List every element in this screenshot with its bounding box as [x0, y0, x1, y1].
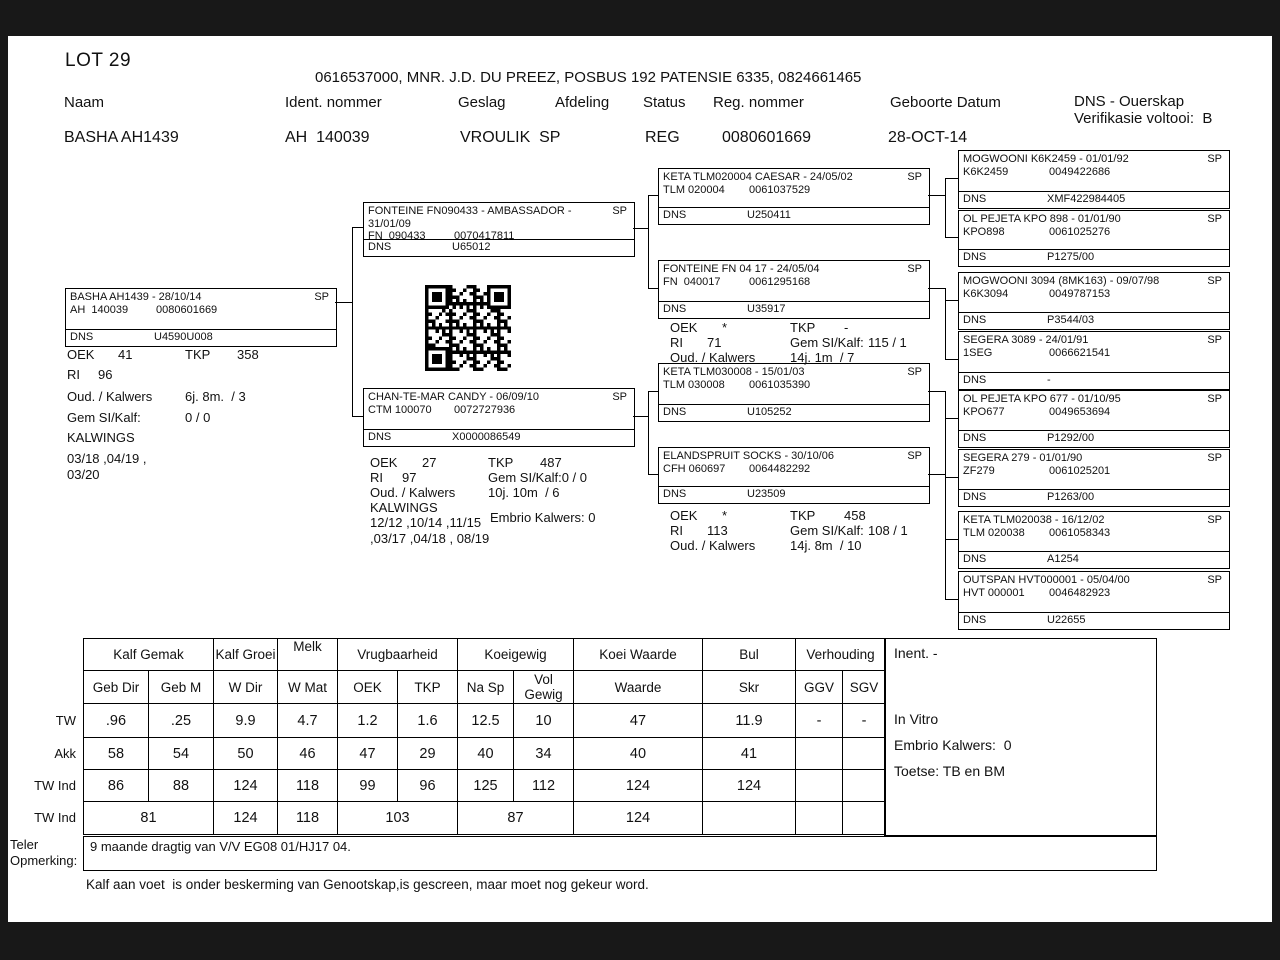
cell: [843, 802, 886, 835]
cell: 86: [84, 770, 149, 802]
dns-row: [959, 489, 1229, 506]
label-dns-ouerskap: DNS - Ouerskap: [1074, 93, 1185, 110]
opmerking-label: Opmerking:: [10, 853, 78, 868]
tkp-label: TKP: [790, 320, 816, 335]
cell: 125: [458, 770, 514, 802]
col-na-sp: Na Sp: [458, 671, 514, 704]
animal-name: OL PEJETA KPO 898 - 01/01/90: [963, 213, 1121, 225]
dns-row: [959, 249, 1229, 266]
value-geboorte-datum: 28-OCT-14: [888, 129, 968, 146]
cell: 40: [458, 738, 514, 770]
pedigree-box: [658, 168, 930, 225]
dns-label: DNS: [963, 314, 987, 326]
cell: -: [796, 704, 843, 738]
label-geslag: Geslag: [458, 94, 506, 111]
oud-kalwers-label: Oud. / Kalwers: [370, 485, 456, 500]
animal-id: TLM 020038: [963, 527, 1025, 539]
dns-label: DNS: [963, 614, 987, 626]
pedigree-box: [958, 571, 1230, 630]
sp-flag: SP: [612, 205, 627, 217]
animal-id: ZF279: [963, 465, 995, 477]
tkp-label: TKP: [488, 455, 514, 470]
dns-value: P1275/00: [1047, 251, 1095, 263]
cell: 10: [514, 704, 574, 738]
pedigree-connector-line: [648, 195, 649, 288]
embrio-kalwers-note: Embrio Kalwers: 0: [894, 737, 1012, 753]
label-naam: Naam: [64, 94, 105, 111]
value-ident-nommer: AH 140039: [285, 129, 370, 146]
cell: 118: [278, 770, 338, 802]
pedigree-connector-line: [945, 539, 958, 540]
cell: 47: [338, 738, 398, 770]
ri-label: RI: [670, 523, 683, 538]
toetse-note: Toetse: TB en BM: [894, 763, 1006, 779]
lot-number: LOT 29: [65, 50, 132, 71]
seller-contact-line: 0616537000, MNR. J.D. DU PREEZ, POSBUS 192 PATENSIE 6335, 0824661465: [315, 69, 862, 86]
dns-label: DNS: [963, 491, 987, 503]
col-geb-dir: Geb Dir: [84, 671, 149, 704]
group-verhouding: Verhouding: [796, 639, 886, 671]
pedigree-connector-line: [945, 418, 958, 419]
dns-row: [959, 312, 1229, 329]
oek-value: *: [722, 320, 728, 335]
col-vol-gewig: Vol Gewig: [514, 671, 574, 704]
pedigree-connector-line: [633, 416, 648, 417]
cell: [796, 738, 843, 770]
animal-name: MOGWOONI K6K2459 - 01/01/92: [963, 153, 1129, 165]
pedigree-connector-line: [945, 474, 946, 599]
dns-row: [659, 301, 929, 318]
col-w-dir: W Dir: [214, 671, 278, 704]
oud-kalwers-value: 10j. 10m / 6: [488, 485, 560, 500]
pedigree-connector-line: [352, 227, 363, 228]
dns-value: P3544/03: [1047, 314, 1095, 326]
kalwings-label: KALWINGS: [370, 500, 438, 515]
cell: 12.5: [458, 704, 514, 738]
cell: 96: [398, 770, 458, 802]
gem-si-kalf-label: Gem SI/Kalf:: [790, 523, 864, 538]
ri-label: RI: [67, 367, 80, 382]
cell: [796, 770, 843, 802]
dns-label: DNS: [368, 431, 392, 443]
col-oek: OEK: [338, 671, 398, 704]
dns-value: U35917: [747, 303, 786, 315]
tkp-label: TKP: [790, 508, 816, 523]
cell: 124: [574, 770, 703, 802]
oek-label: OEK: [670, 320, 698, 335]
sp-flag: SP: [907, 366, 922, 378]
cell: 99: [338, 770, 398, 802]
oek-value: *: [722, 508, 728, 523]
cell: 88: [149, 770, 214, 802]
cell: [843, 738, 886, 770]
cell: -: [843, 704, 886, 738]
pedigree-connector-line: [945, 359, 958, 360]
tkp-label: TKP: [185, 347, 211, 362]
animal-id: TLM 020004: [663, 184, 725, 196]
animal-name: OL PEJETA KPO 677 - 01/10/95: [963, 393, 1121, 405]
dns-value: P1263/00: [1047, 491, 1095, 503]
table-row-akk: [84, 738, 886, 770]
dns-row: [959, 551, 1229, 568]
animal-name: CHAN-TE-MAR CANDY - 06/09/10: [368, 391, 539, 403]
dns-value: X0000086549: [452, 431, 521, 443]
cell: 11.9: [703, 704, 796, 738]
pedigree-connector-line: [648, 288, 658, 289]
animal-reg-number: 0061037529: [749, 184, 811, 196]
sp-flag: SP: [907, 450, 922, 462]
gem-si-kalf-label: Gem SI/Kalf:: [790, 335, 864, 350]
label-verifikasie: Verifikasie voltooi: B: [1074, 110, 1213, 127]
row-label-tw-ind: TW Ind: [34, 778, 76, 793]
pedigree-connector-line: [945, 178, 958, 179]
cell: 124: [703, 770, 796, 802]
pedigree-box: [658, 447, 930, 504]
animal-id: 1SEG: [963, 347, 993, 359]
dns-label: DNS: [663, 209, 687, 221]
pedigree-box: [658, 363, 930, 422]
sp-flag: SP: [1207, 153, 1222, 165]
ri-value: 113: [707, 523, 728, 538]
gem-si-kalf-value: 115 / 1: [868, 335, 907, 350]
pedigree-connector-line: [352, 416, 363, 417]
oek-label: OEK: [67, 347, 95, 362]
group-vrugbaarheid: Vrugbaarheid: [338, 639, 458, 671]
animal-name: ELANDSPRUIT SOCKS - 30/10/06: [663, 450, 834, 462]
ebv-table: [83, 638, 886, 835]
dns-label: DNS: [368, 241, 392, 253]
kalwings-dates: 12/12 ,10/14 ,11/15 ,03/17 ,04/18 , 08/19: [370, 515, 490, 546]
animal-name: BASHA AH1439 - 28/10/14: [70, 291, 202, 303]
animal-id: FN 040017: [663, 276, 721, 288]
animal-reg-number: 0046482923: [1049, 587, 1111, 599]
col-w-mat: W Mat: [278, 671, 338, 704]
group-kalf-groei: Kalf Groei: [214, 639, 278, 671]
cell: 54: [149, 738, 214, 770]
value-naam: BASHA AH1439: [64, 129, 179, 146]
group-bul: Bul: [703, 639, 796, 671]
dns-row: [959, 372, 1229, 389]
group-koeigewig: Koeigewig: [458, 639, 574, 671]
animal-id: CTM 100070: [368, 404, 432, 416]
cell: 50: [214, 738, 278, 770]
group-melk: Melk: [278, 639, 338, 671]
oek-label: OEK: [370, 455, 398, 470]
table-column-header-row: [84, 671, 886, 704]
pedigree-box: [65, 288, 337, 347]
kalwings-dates: 03/18 ,04/19 , 03/20: [67, 451, 147, 482]
pedigree-box: [958, 210, 1230, 267]
animal-reg-number: 0080601669: [156, 304, 218, 316]
cell: 124: [574, 802, 703, 835]
col-waarde: Waarde: [574, 671, 703, 704]
table-group-header-row: [84, 639, 886, 671]
animal-name: KETA TLM020004 CAESAR - 24/05/02: [663, 171, 853, 183]
table-row-tw-ind-group: [84, 802, 886, 835]
dns-label: DNS: [963, 553, 987, 565]
animal-reg-number: 0061025201: [1049, 465, 1111, 477]
inent-panel: [884, 638, 1157, 836]
cell: .96: [84, 704, 149, 738]
dns-value: -: [1047, 374, 1051, 386]
pedigree-connector-line: [648, 391, 658, 392]
cell: 58: [84, 738, 149, 770]
dns-value: U65012: [452, 241, 491, 253]
kalwings-label: KALWINGS: [67, 430, 135, 445]
animal-id: TLM 030008: [663, 379, 725, 391]
animal-id: KPO677: [963, 406, 1005, 418]
cell: .25: [149, 704, 214, 738]
document-page: [8, 36, 1272, 922]
tkp-value: 487: [540, 455, 562, 470]
animal-id: AH 140039: [70, 304, 129, 316]
oud-kalwers-value: 14j. 1m / 7: [790, 350, 855, 365]
cell: 118: [278, 802, 338, 835]
animal-reg-number: 0049787153: [1049, 288, 1111, 300]
teler-label: Teler: [10, 837, 39, 852]
pedigree-connector-line: [945, 391, 946, 477]
dns-label: DNS: [963, 251, 987, 263]
dns-value: XMF422984405: [1047, 193, 1126, 205]
group-kalf-gemak: Kalf Gemak: [84, 639, 214, 671]
sp-flag: SP: [1207, 574, 1222, 586]
col-tkp: TKP: [398, 671, 458, 704]
sp-flag: SP: [1207, 514, 1222, 526]
dns-row: [364, 239, 634, 256]
animal-name: MOGWOONI 3094 (8MK163) - 09/07/98: [963, 275, 1160, 287]
animal-reg-number: 0070417811: [454, 230, 515, 242]
oek-value: 27: [422, 455, 437, 470]
animal-reg-number: 0072727936: [454, 404, 516, 416]
dns-row: [659, 404, 929, 421]
ri-label: RI: [670, 335, 683, 350]
value-reg-nommer: 0080601669: [722, 129, 811, 146]
oek-label: OEK: [670, 508, 698, 523]
animal-id: KPO898: [963, 226, 1005, 238]
pedigree-connector-line: [352, 227, 353, 416]
pedigree-box: [958, 390, 1230, 448]
value-status: REG: [645, 129, 680, 146]
pedigree-box: [958, 331, 1230, 390]
sp-flag: SP: [907, 263, 922, 275]
sp-flag: SP: [1207, 334, 1222, 346]
dns-row: [66, 329, 336, 346]
gem-si-kalf: Gem SI/Kalf:0 / 0: [488, 470, 587, 485]
gem-si-kalf-value: 108 / 1: [868, 523, 908, 538]
pedigree-connector-line: [945, 599, 958, 600]
col-skr: Skr: [703, 671, 796, 704]
animal-id: CFH 060697: [663, 463, 726, 475]
cell: 1.6: [398, 704, 458, 738]
sp-flag: SP: [612, 391, 627, 403]
animal-reg-number: 0066621541: [1049, 347, 1111, 359]
tkp-value: 458: [844, 508, 866, 523]
pedigree-connector-line: [928, 288, 945, 289]
label-ident-nommer: Ident. nommer: [285, 94, 382, 111]
col-geb-m: Geb M: [149, 671, 214, 704]
animal-reg-number: 0061025276: [1049, 226, 1111, 238]
animal-reg-number: 0064482292: [749, 463, 811, 475]
row-label-tw-ind: TW Ind: [34, 810, 76, 825]
pedigree-connector-line: [648, 195, 658, 196]
col-sgv: SGV: [843, 671, 886, 704]
animal-id: K6K2459: [963, 166, 1009, 178]
animal-name: FONTEINE FN090433 - AMBASSADOR - 31/01/09: [368, 205, 572, 230]
animal-reg-number: 0061058343: [1049, 527, 1111, 539]
oek-value: 41: [118, 347, 133, 362]
gem-si-kalf-value: 0 / 0: [185, 410, 211, 425]
footer-note: Kalf aan voet is onder beskerming van Genootskap,is gescreen, maar moet nog gekeur word.: [86, 877, 649, 892]
table-row-tw: [84, 704, 886, 738]
dns-value: P1292/00: [1047, 432, 1095, 444]
pedigree-connector-line: [648, 391, 649, 474]
animal-name: KETA TLM020038 - 16/12/02: [963, 514, 1105, 526]
animal-id: K6K3094: [963, 288, 1009, 300]
cell: 4.7: [278, 704, 338, 738]
dns-row: [659, 207, 929, 224]
ri-label: RI: [370, 470, 383, 485]
dns-label: DNS: [963, 193, 987, 205]
pedigree-connector-line: [335, 302, 352, 303]
dns-value: U22655: [1047, 614, 1086, 626]
cell: [703, 802, 796, 835]
embrio-kalwers: Embrio Kalwers: 0: [490, 510, 596, 525]
label-afdeling: Afdeling: [555, 94, 610, 111]
oud-kalwers-value: 14j. 8m / 10: [790, 538, 862, 553]
animal-name: SEGERA 3089 - 24/01/91: [963, 334, 1089, 346]
animal-reg-number: 0061295168: [749, 276, 811, 288]
pedigree-connector-line: [648, 474, 658, 475]
ri-value: 96: [98, 367, 113, 382]
pedigree-box: [363, 202, 635, 257]
pedigree-box: [958, 449, 1230, 507]
cell: [843, 770, 886, 802]
cell: 40: [574, 738, 703, 770]
dns-label: DNS: [963, 432, 987, 444]
pedigree-connector-line: [633, 228, 648, 229]
sp-flag: SP: [1207, 452, 1222, 464]
animal-name: FONTEINE FN 04 17 - 24/05/04: [663, 263, 820, 275]
cell: 47: [574, 704, 703, 738]
dns-label: DNS: [663, 303, 687, 315]
dns-value: U250411: [747, 209, 791, 221]
teler-opmerking-box: [83, 836, 1157, 871]
oud-kalwers-label: Oud. / Kalwers: [67, 389, 153, 404]
cell: 124: [214, 802, 278, 835]
sp-flag: SP: [1207, 275, 1222, 287]
ri-value: 97: [402, 470, 417, 485]
dns-label: DNS: [663, 406, 687, 418]
cell: 1.2: [338, 704, 398, 738]
label-reg-nommer: Reg. nommer: [713, 94, 804, 111]
row-label-akk: Akk: [54, 746, 76, 761]
sp-flag: SP: [314, 291, 329, 303]
row-label-tw: TW: [55, 713, 76, 728]
pedigree-box: [363, 388, 635, 447]
pedigree-connector-line: [945, 288, 946, 359]
label-geboorte-datum: Geboorte Datum: [890, 94, 1001, 111]
dns-row: [364, 429, 634, 446]
table-row-tw-ind: [84, 770, 886, 802]
animal-id: FN 090433: [368, 230, 426, 242]
oud-kalwers-label: Oud. / Kalwers: [670, 350, 756, 365]
pedigree-connector-line: [928, 195, 945, 196]
oud-kalwers-label: Oud. / Kalwers: [670, 538, 756, 553]
pedigree-connector-line: [945, 237, 958, 238]
cell: 9.9: [214, 704, 278, 738]
dns-value: A1254: [1047, 553, 1079, 565]
animal-reg-number: 0049422686: [1049, 166, 1111, 178]
dns-label: DNS: [70, 331, 94, 343]
value-geslag: VROULIK SP: [460, 129, 561, 146]
sp-flag: SP: [907, 171, 922, 183]
pedigree-connector-line: [945, 300, 958, 301]
label-status: Status: [643, 94, 686, 111]
cell: [796, 802, 843, 835]
pedigree-connector-line: [928, 391, 945, 392]
dns-row: [959, 612, 1229, 629]
pedigree-connector-line: [945, 477, 958, 478]
cell: 41: [703, 738, 796, 770]
qr-code: [425, 285, 511, 371]
cell: 87: [458, 802, 574, 835]
cell: 34: [514, 738, 574, 770]
dns-label: DNS: [963, 374, 987, 386]
dns-value: U23509: [747, 488, 786, 500]
col-ggv: GGV: [796, 671, 843, 704]
ri-value: 71: [707, 335, 722, 350]
gem-si-kalf-label: Gem SI/Kalf:: [67, 410, 141, 425]
dns-value: U105252: [747, 406, 792, 418]
pedigree-box: [958, 272, 1230, 330]
pedigree-box: [958, 511, 1230, 569]
tkp-value: 358: [237, 347, 259, 362]
group-koei-waarde: Koei Waarde: [574, 639, 703, 671]
oud-kalwers-value: 6j. 8m. / 3: [185, 389, 246, 404]
dns-row: [659, 486, 929, 503]
pedigree-connector-line: [945, 178, 946, 237]
animal-name: KETA TLM030008 - 15/01/03: [663, 366, 805, 378]
animal-name: OUTSPAN HVT000001 - 05/04/00: [963, 574, 1130, 586]
cell: 112: [514, 770, 574, 802]
dns-row: [959, 191, 1229, 208]
cell: 103: [338, 802, 458, 835]
inent-title: Inent. -: [894, 645, 938, 661]
pedigree-connector-line: [928, 474, 945, 475]
animal-id: HVT 000001: [963, 587, 1025, 599]
cell: 81: [84, 802, 214, 835]
cell: 29: [398, 738, 458, 770]
animal-reg-number: 0061035390: [749, 379, 811, 391]
pedigree-box: [658, 260, 930, 319]
in-vitro-note: In Vitro: [894, 711, 939, 727]
dns-row: [959, 430, 1229, 447]
teler-remark: 9 maande dragtig van V/V EG08 01/HJ17 04.: [90, 839, 351, 854]
pedigree-box: [958, 150, 1230, 209]
sp-flag: SP: [1207, 213, 1222, 225]
animal-name: SEGERA 279 - 01/01/90: [963, 452, 1083, 464]
tkp-value: -: [844, 320, 849, 335]
cell: 46: [278, 738, 338, 770]
animal-reg-number: 0049653694: [1049, 406, 1111, 418]
dns-label: DNS: [663, 488, 687, 500]
sp-flag: SP: [1207, 393, 1222, 405]
cell: 124: [214, 770, 278, 802]
dns-value: U4590U008: [154, 331, 213, 343]
